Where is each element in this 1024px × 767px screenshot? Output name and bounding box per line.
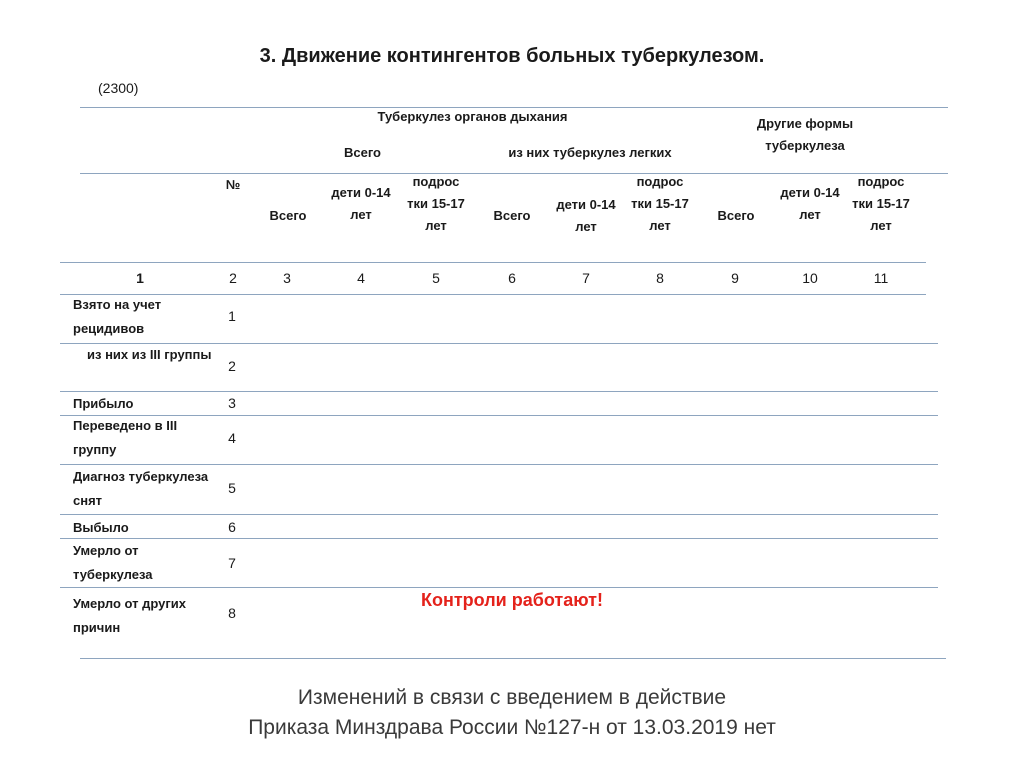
column-number: 4 — [357, 270, 365, 286]
header-col-children: дети 0-14 лет — [556, 197, 616, 234]
column-number: 10 — [802, 270, 818, 286]
header-col-total: Всего — [269, 208, 307, 223]
row-number: 3 — [228, 395, 236, 411]
header-group-other: Другие формы туберкулеза — [756, 116, 854, 153]
header-col-total: Всего — [493, 208, 531, 223]
table-rule — [80, 173, 948, 174]
row-label: Выбыло — [73, 520, 129, 535]
page-title: 3. Движение контингентов больных туберкулезом. — [259, 45, 765, 67]
row-label: Прибыло — [73, 396, 134, 411]
column-number: 5 — [432, 270, 440, 286]
row-number: 4 — [228, 430, 236, 446]
header-num: № — [225, 177, 241, 192]
table-rule — [60, 514, 938, 515]
header-col-total: Всего — [717, 208, 755, 223]
table-rule — [80, 658, 946, 659]
row-label: из них из III группы — [87, 347, 212, 362]
column-number: 8 — [656, 270, 664, 286]
header-col-children: дети 0-14 лет — [780, 185, 840, 222]
column-number: 6 — [508, 270, 516, 286]
row-number: 6 — [228, 519, 236, 535]
row-label: Умерло от других причин — [73, 596, 187, 635]
header-col-children: дети 0-14 лет — [331, 185, 391, 222]
table-rule — [60, 587, 938, 588]
table-rule — [60, 262, 926, 263]
column-number: 1 — [136, 270, 144, 286]
row-label: Переведено в III группу — [73, 418, 178, 457]
row-number: 8 — [228, 605, 236, 621]
header-group-respiratory: Туберкулез органов дыхания — [377, 109, 568, 124]
controls-status: Контроли работают! — [421, 590, 603, 610]
row-number: 7 — [228, 555, 236, 571]
row-number: 5 — [228, 480, 236, 496]
column-number: 7 — [582, 270, 590, 286]
header-col-teens: подрос тки 15-17 лет — [631, 174, 689, 233]
row-label: Диагноз туберкулеза снят — [73, 469, 209, 508]
row-number: 1 — [228, 308, 236, 324]
column-number: 9 — [731, 270, 739, 286]
row-label: Взято на учет рецидивов — [73, 297, 162, 336]
table-code: (2300) — [98, 80, 139, 96]
footer-line-1: Изменений в связи с введением в действие — [297, 686, 727, 709]
footer-line-2: Приказа Минздрава России №127-н от 13.03.2019 нет — [248, 716, 776, 739]
header-col-teens: подрос тки 15-17 лет — [407, 174, 465, 233]
row-label: Умерло от туберкулеза — [73, 543, 153, 582]
row-number: 2 — [228, 358, 236, 374]
header-sub-total: Всего — [343, 145, 382, 160]
column-number: 3 — [283, 270, 291, 286]
column-number: 2 — [229, 270, 237, 286]
header-sub-lungs: из них туберкулез легких — [508, 145, 672, 160]
header-col-teens: подрос тки 15-17 лет — [852, 174, 910, 233]
column-number: 11 — [873, 270, 889, 286]
